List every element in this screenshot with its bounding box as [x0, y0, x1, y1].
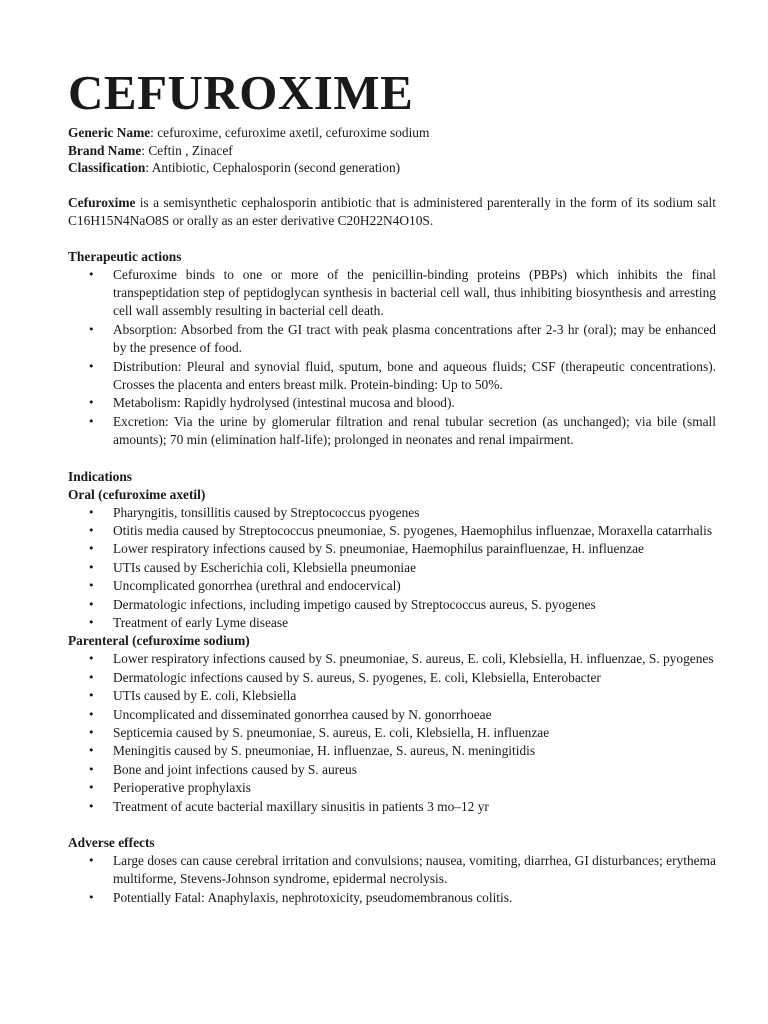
parenteral-indication-item-text: Septicemia caused by S. pneumoniae, S. aureus, E. coli, Klebsiella, H. influenzae — [113, 725, 550, 741]
bullet-icon: • — [88, 322, 95, 336]
oral-indication-item — [68, 596, 716, 614]
oral-indication-item-text: Pharyngitis, tonsillitis caused by Streptococcus pyogenes — [113, 504, 420, 520]
therapeutic-item-text: Metabolism: Rapidly hydrolysed (intestinal mucosa and blood). — [113, 395, 455, 411]
therapeutic-heading: Therapeutic actions — [68, 248, 182, 264]
bullet-icon: • — [88, 652, 95, 666]
intro-text: is a semisynthetic cephalosporin antibiotic that is administered parenterally in the form of its sodium salt C16H15N4NaO8S or orally as an ester derivative C20H22N4O10S. — [68, 194, 716, 228]
adverse-effect-item-text: Large doses can cause cerebral irritation and convulsions; nausea, vomiting, diarrhea, GI disturbances; erythema multiforme, Stevens-Johnson syndrome, epidermal necrolysis. — [113, 853, 716, 887]
parenteral-indication-item-text: UTIs caused by E. coli, Klebsiella — [113, 688, 297, 704]
oral-indication-item-text: Otitis media caused by Streptococcus pneumoniae, S. pyogenes, Haemophilus influenzae, Moraxella catarrhalis — [113, 522, 713, 538]
oral-indication-item-text: Lower respiratory infections caused by S. pneumoniae, Haemophilus parainfluenzae, H. influenzae — [113, 541, 644, 557]
bullet-icon: • — [88, 670, 95, 684]
intro-term: Cefuroxime — [68, 194, 136, 210]
oral-indication-item-text: Dermatologic infections, including impetigo caused by Streptococcus aureus, S. pyogenes — [113, 596, 596, 612]
classification-value: : Antibiotic, Cephalosporin (second generation) — [145, 160, 401, 175]
parenteral-indication-item-text: Meningitis caused by S. pneumoniae, H. influenzae, S. aureus, N. meningitidis — [113, 743, 536, 759]
bullet-icon: • — [88, 505, 95, 519]
bullet-icon: • — [88, 707, 95, 721]
parenteral-indication-item — [68, 706, 716, 724]
therapeutic-item-text: Excretion: Via the urine by glomerular filtration and renal tubular secretion (as unchanged); via bile (small amounts); 70 min (elimination half-life); prolonged in neonates and renal impairment. — [113, 413, 716, 448]
oral-indication-item — [68, 504, 716, 522]
parenteral-indication-item — [68, 761, 716, 779]
parenteral-indication-item — [68, 724, 716, 742]
oral-indication-item — [68, 614, 716, 632]
parenteral-indication-item-text: Bone and joint infections caused by S. aureus — [113, 761, 357, 777]
adverse-effects-list — [68, 852, 716, 907]
bullet-icon: • — [88, 616, 95, 629]
parenteral-indication-item — [68, 650, 716, 668]
generic-name-line — [68, 124, 716, 142]
oral-indications-list — [68, 504, 716, 633]
brand-name-value: : Ceftin , Zinacef — [141, 142, 233, 158]
bullet-icon: • — [88, 542, 95, 556]
parenteral-indication-item — [68, 779, 716, 797]
bullet-icon: • — [88, 689, 95, 703]
bullet-icon: • — [88, 762, 95, 776]
indications-heading: Indications — [68, 468, 132, 484]
bullet-icon: • — [88, 726, 95, 740]
adverse-heading: Adverse effects — [68, 835, 155, 851]
adverse-effect-item — [68, 889, 716, 907]
intro-paragraph — [68, 194, 716, 230]
oral-heading: Oral (cefuroxime axetil) — [68, 486, 206, 502]
bullet-icon: • — [88, 579, 95, 593]
oral-indication-item — [68, 559, 716, 577]
bullet-icon: • — [88, 414, 95, 428]
generic-name-value: : cefuroxime, cefuroxime axetil, cefuroxime sodium — [150, 125, 430, 140]
classification-label: Classification — [68, 160, 146, 175]
generic-name-label: Generic Name — [68, 125, 151, 140]
parenteral-indication-item — [68, 742, 716, 760]
document-title: CEFUROXIME — [68, 65, 414, 120]
bullet-icon: • — [88, 597, 95, 611]
oral-indication-item-text: Treatment of early Lyme disease — [113, 615, 289, 630]
bullet-icon: • — [88, 359, 95, 373]
therapeutic-item-text: Absorption: Absorbed from the GI tract with peak plasma concentrations after 2-3 hr (oral); may be enhanced by the presence of food. — [113, 321, 716, 356]
therapeutic-list — [68, 266, 716, 450]
therapeutic-item-text: Cefuroxime binds to one or more of the penicillin-binding proteins (PBPs) which inhibits the final transpeptidation step of peptidoglycan synthesis in bacterial cell wall, thus inhibiting biosynthesis and arresting cell wall assembly resulting in bacterial cell death. — [113, 266, 716, 319]
bullet-icon: • — [88, 744, 95, 758]
parenteral-indication-item-text: Lower respiratory infections caused by S. pneumoniae, S. aureus, E. coli, Klebsiella, H. influenzae, S. pyogenes — [113, 651, 714, 667]
oral-indication-item — [68, 522, 716, 540]
parenteral-heading: Parenteral (cefuroxime sodium) — [68, 633, 250, 649]
therapeutic-item-text: Distribution: Pleural and synovial fluid, sputum, bone and aqueous fluids; CSF (therapeutic concentrations). Crosses the placenta and enters breast milk. Protein-binding: Up to 50%. — [113, 358, 716, 392]
parenteral-indication-item-text: Dermatologic infections caused by S. aureus, S. pyogenes, E. coli, Klebsiella, Enterobacter — [113, 669, 601, 685]
bullet-icon: • — [88, 890, 95, 904]
brand-name-label: Brand Name — [68, 142, 142, 158]
bullet-icon: • — [88, 267, 95, 281]
oral-indication-item-text: Uncomplicated gonorrhea (urethral and endocervical) — [113, 578, 401, 594]
adverse-effect-item-text: Potentially Fatal: Anaphylaxis, nephrotoxicity, pseudomembranous colitis. — [113, 889, 513, 905]
oral-indication-item-text: UTIs caused by Escherichia coli, Klebsiella pneumoniae — [113, 559, 417, 575]
therapeutic-item — [68, 266, 716, 321]
bullet-icon: • — [88, 854, 95, 868]
parenteral-indication-item-text: Treatment of acute bacterial maxillary sinusitis in patients 3 mo–12 yr — [113, 798, 489, 814]
therapeutic-item — [68, 358, 716, 395]
document-page — [68, 65, 716, 907]
oral-indication-item — [68, 540, 716, 558]
oral-indication-item — [68, 577, 716, 595]
parenteral-indication-item-text: Uncomplicated and disseminated gonorrhea caused by N. gonorrhoeae — [113, 706, 492, 722]
therapeutic-item — [68, 394, 716, 412]
parenteral-indication-item — [68, 687, 716, 705]
bullet-icon: • — [88, 799, 95, 813]
bullet-icon: • — [88, 560, 95, 574]
parenteral-indication-item — [68, 669, 716, 687]
therapeutic-item — [68, 413, 716, 450]
brand-name-line — [68, 142, 716, 160]
classification-line — [68, 159, 716, 177]
bullet-icon: • — [88, 396, 95, 410]
bullet-icon: • — [88, 523, 95, 537]
adverse-effect-item — [68, 852, 716, 889]
parenteral-indication-item-text: Perioperative prophylaxis — [113, 780, 251, 796]
parenteral-indications-list — [68, 650, 716, 816]
bullet-icon: • — [88, 781, 95, 795]
therapeutic-item — [68, 321, 716, 358]
parenteral-indication-item — [68, 798, 716, 816]
